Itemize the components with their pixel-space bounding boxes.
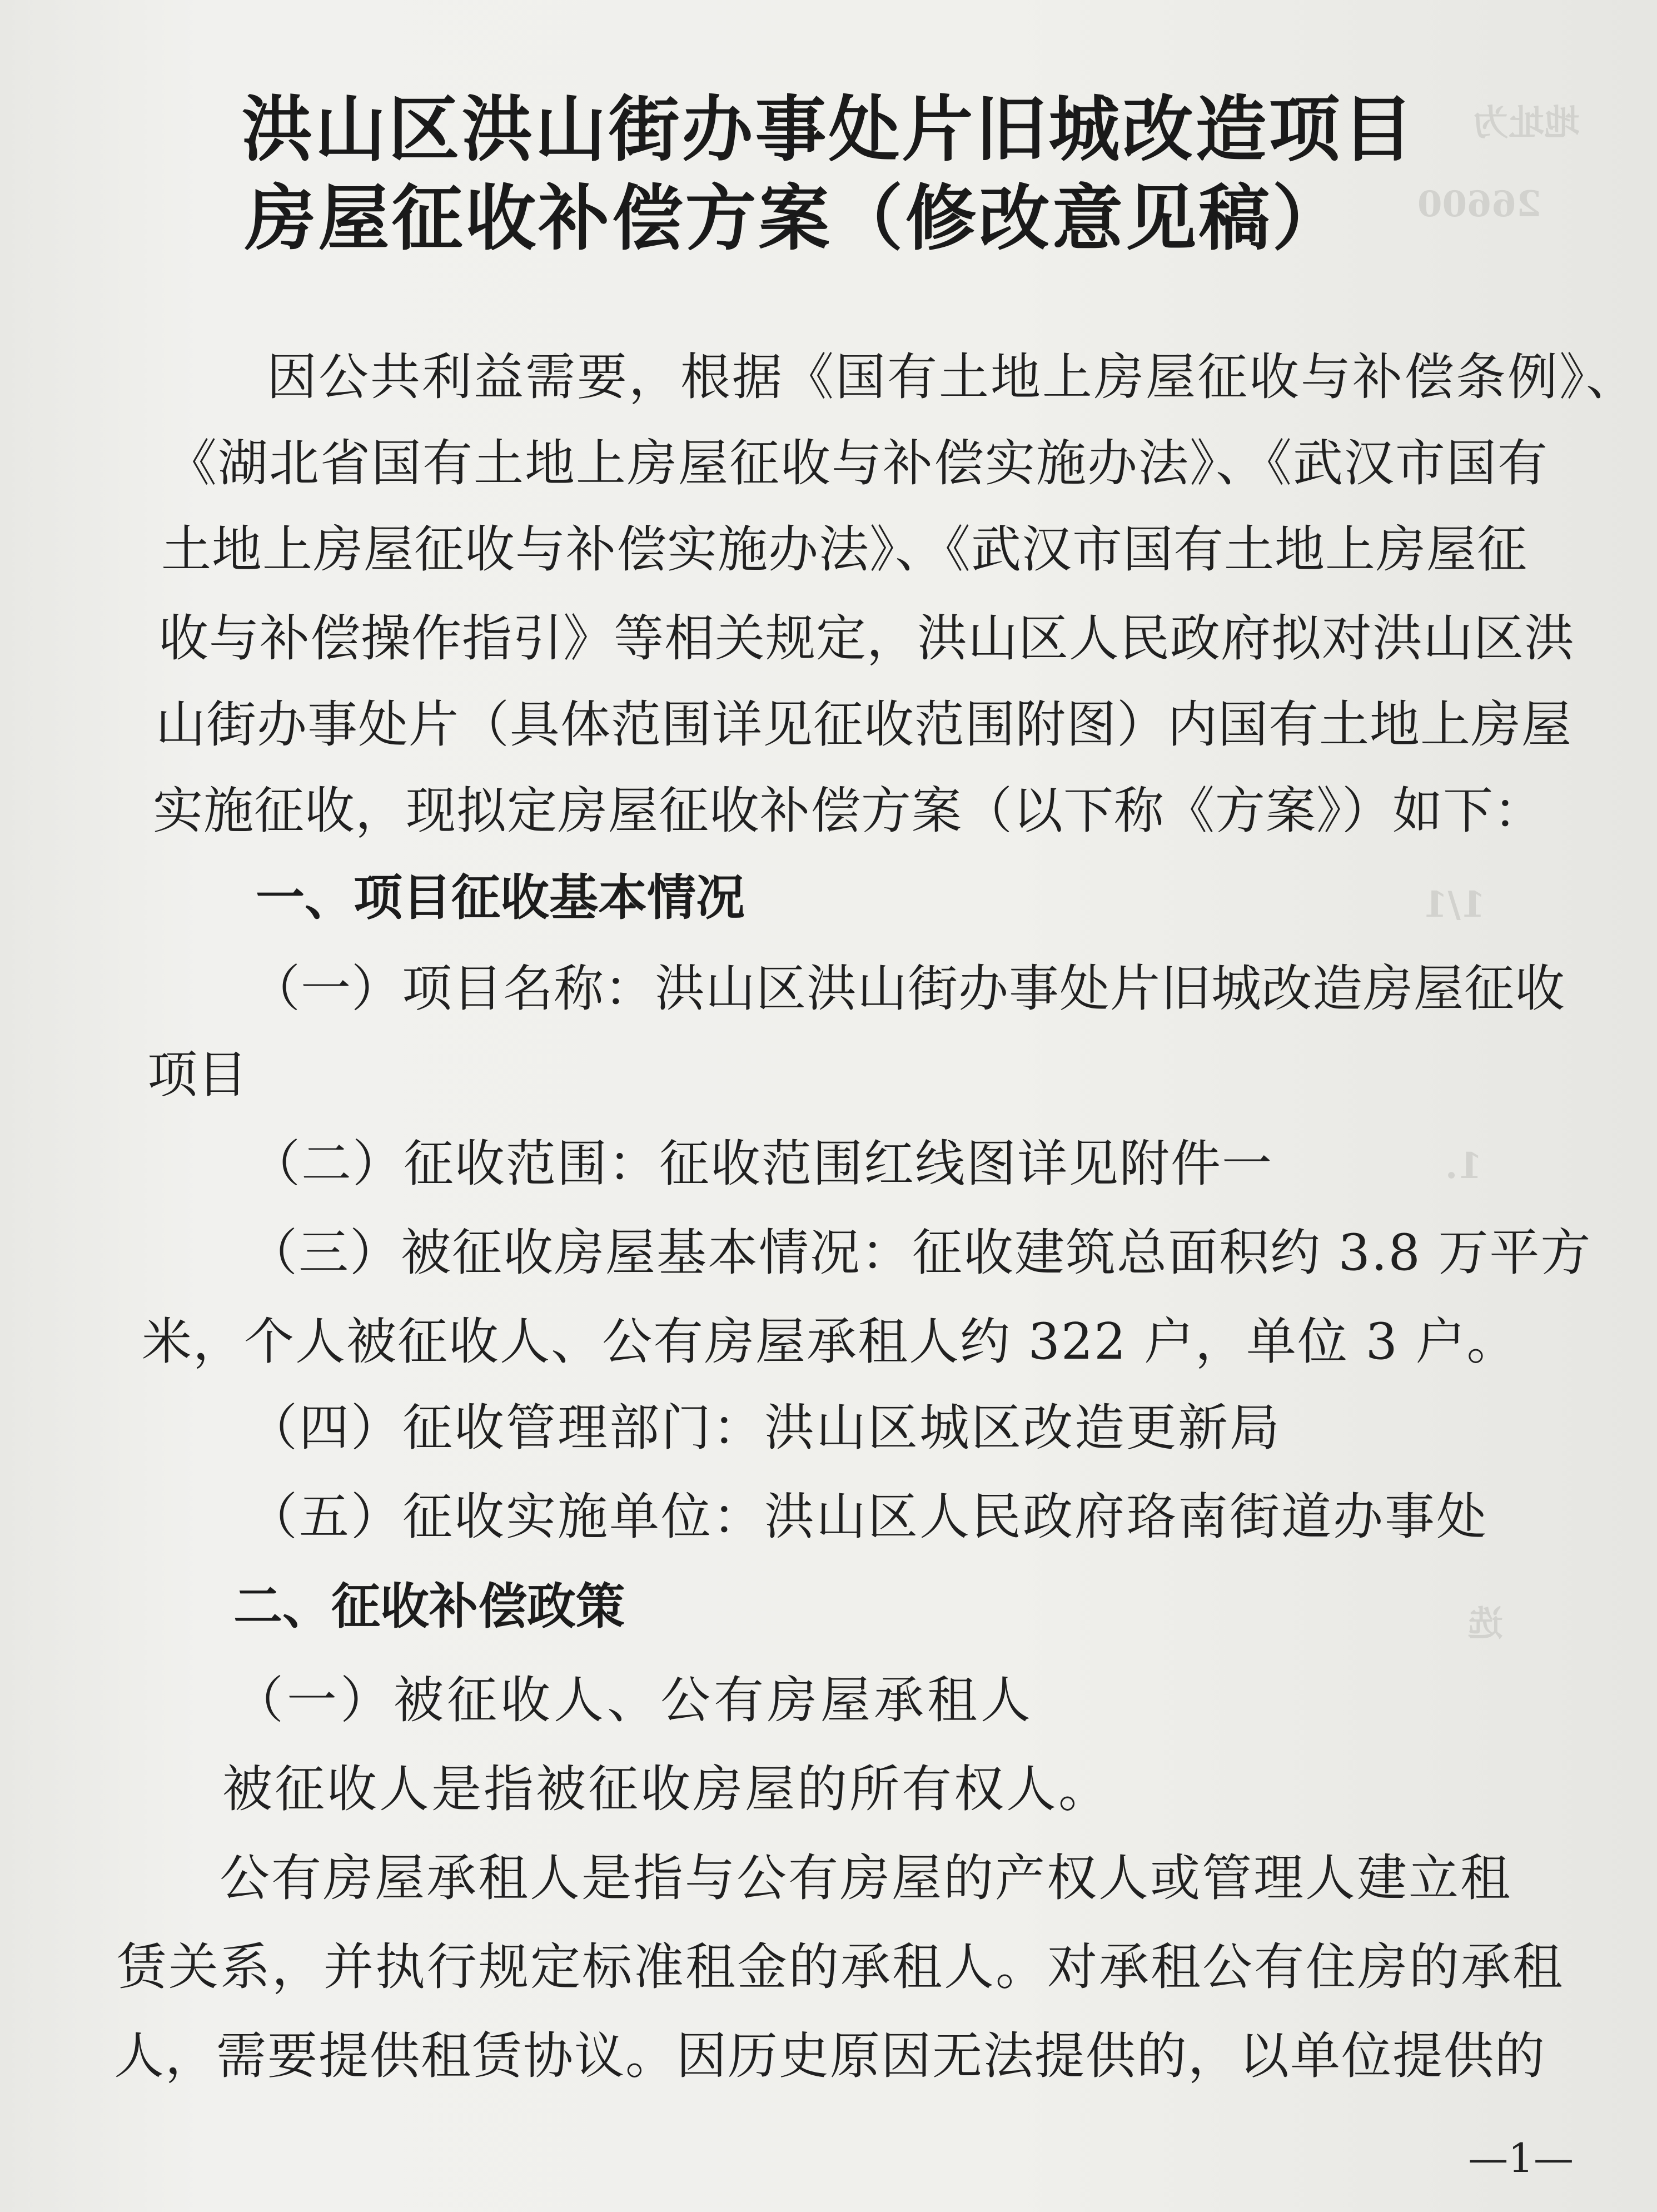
intro-line: 实施征收，现拟定房屋征收补偿方案（以下称《方案》）如下： xyxy=(153,782,1544,840)
section-item: （一）项目名称：洪山区洪山街办事处片旧城改造房屋征收 xyxy=(250,960,1565,1018)
section-item: （二）征收范围：征收范围红线图详见附件一 xyxy=(250,1135,1273,1193)
body-paragraph: 被征收人是指被征收房屋的所有权人。 xyxy=(222,1760,1111,1818)
bleed-through-text: 1/1 xyxy=(1423,884,1486,926)
body-paragraph: 人，需要提供租赁协议。因历史原因无法提供的，以单位提供的 xyxy=(114,2027,1546,2085)
section-item: 米，个人被征收人、公有房屋承租人约 322 户，单位 3 户。 xyxy=(142,1313,1518,1371)
section-item: （五）征收实施单位：洪山区人民政府珞南街道办事处 xyxy=(247,1488,1488,1546)
intro-line: 土地上房屋征收与补偿实施办法》、《武汉市国有土地上房屋征 xyxy=(161,520,1527,579)
subsection-heading: （一）被征收人、公有房屋承租人 xyxy=(233,1671,1034,1729)
bleed-through-text: 地址为 xyxy=(1473,102,1580,144)
section-item: （四）征收管理部门：洪山区城区改造更新局 xyxy=(247,1399,1281,1457)
bleed-through-text: 1. xyxy=(1445,1145,1482,1187)
intro-line: 收与补偿操作指引》等相关规定，洪山区人民政府拟对洪山区洪 xyxy=(158,609,1575,668)
bleed-through-text: 26600 xyxy=(1417,183,1541,225)
section-heading: 二、征收补偿政策 xyxy=(233,1578,625,1635)
intro-line: 山街办事处片（具体范围详见征收范围附图）内国有土地上房屋 xyxy=(156,695,1572,754)
bleed-through-text: 选 xyxy=(1467,1603,1503,1645)
section-item: 项目 xyxy=(147,1046,247,1104)
document-title-line-2: 房屋征收补偿方案（修改意见稿） xyxy=(245,177,1346,260)
body-paragraph: 公有房屋承租人是指与公有房屋的产权人或管理人建立租 xyxy=(220,1849,1512,1907)
section-heading: 一、项目征收基本情况 xyxy=(256,869,745,926)
document-title-line-1: 洪山区洪山街办事处片旧城改造项目 xyxy=(241,88,1416,171)
page-number: —1— xyxy=(1468,2135,1574,2181)
body-paragraph: 赁关系，并执行规定标准租金的承租人。对承租公有住房的承租 xyxy=(117,1938,1564,1996)
section-item: （三）被征收房屋基本情况：征收建筑总面积约 3.8 万平方 xyxy=(247,1224,1592,1282)
intro-line: 因公共利益需要，根据《国有土地上房屋征收与补偿条例》、 xyxy=(267,348,1638,406)
intro-line: 《湖北省国有土地上房屋征收与补偿实施办法》、《武汉市国有 xyxy=(167,434,1549,493)
